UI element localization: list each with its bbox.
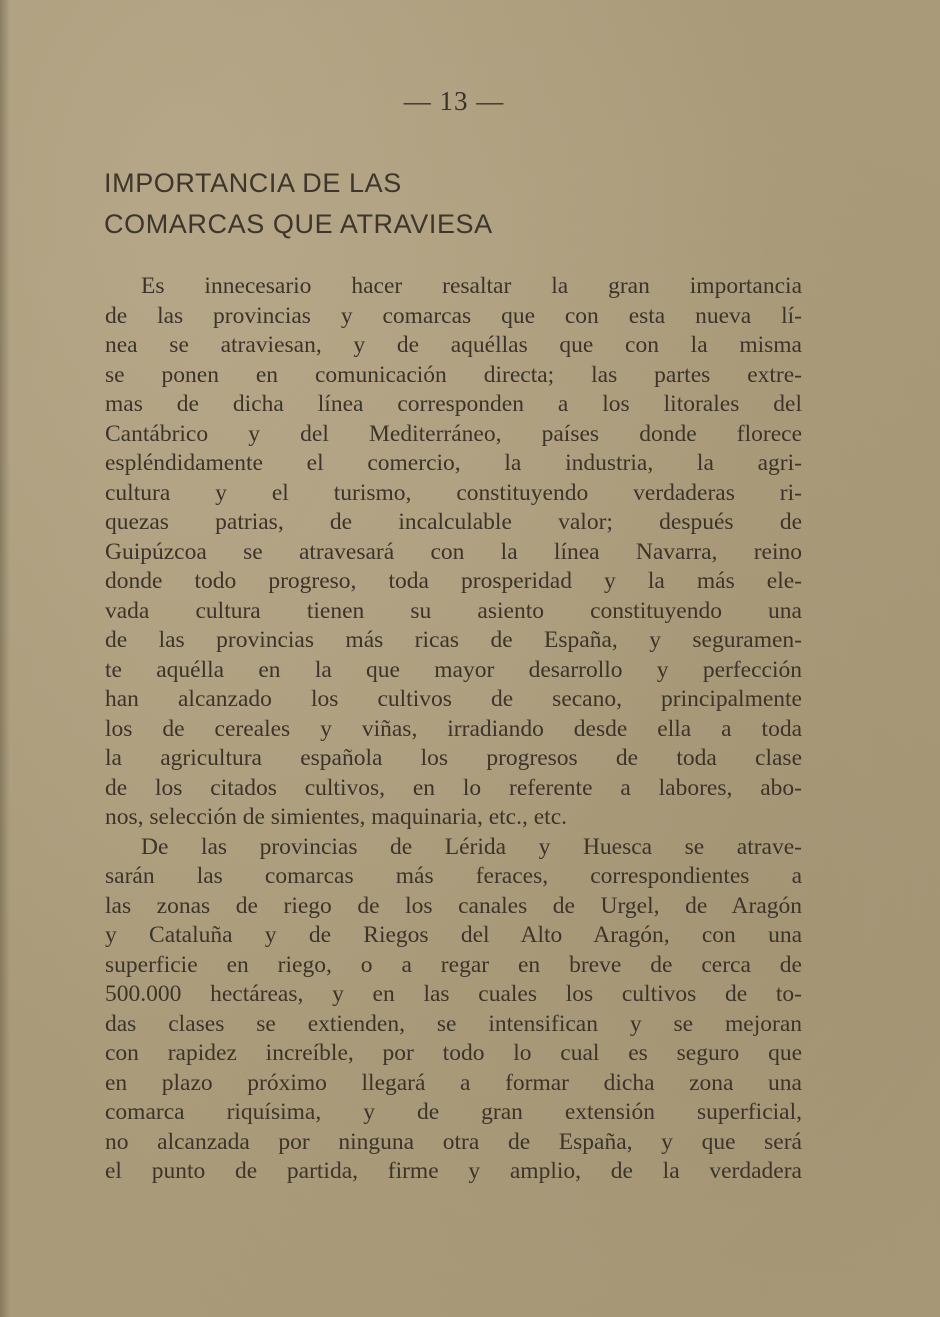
text-line: vada cultura tienen su asiento constituyendo una bbox=[105, 597, 802, 624]
text-line: Es innecesario hacer resaltar la gran importancia bbox=[141, 273, 802, 299]
section-heading bbox=[104, 163, 493, 245]
text-line: te aquélla en la que mayor desarrollo y perfección bbox=[105, 656, 802, 683]
text-line: Guipúzcoa se atravesará con la línea Navarra, reino bbox=[105, 538, 802, 565]
body-text bbox=[105, 272, 802, 1187]
text-line: los de cereales y viñas, irradiando desde ella a toda bbox=[105, 715, 802, 742]
text-line: de las provincias más ricas de España, y seguramen- bbox=[105, 627, 802, 653]
text-line: De las provincias de Lérida y Huesca se atrave- bbox=[141, 833, 802, 860]
text-line: superficie en riego, o a regar en breve de cerca de bbox=[105, 951, 802, 978]
text-line: quezas patrias, de incalculable valor; después de bbox=[105, 509, 802, 535]
text-line: nea se atraviesan, y de aquéllas que con la misma bbox=[105, 332, 802, 358]
text-line: de los citados cultivos, en lo referente a labores, abo- bbox=[105, 774, 802, 801]
text-line: la agricultura española los progresos de toda clase bbox=[105, 745, 802, 771]
text-line: las zonas de riego de los canales de Urgel, de Aragón bbox=[105, 892, 802, 919]
text-line: donde todo progreso, toda prosperidad y la más ele- bbox=[105, 568, 802, 594]
text-line: con rapidez increíble, por todo lo cual es seguro que bbox=[105, 1040, 802, 1066]
text-line: de las provincias y comarcas que con esta nueva lí- bbox=[105, 302, 802, 329]
page-number: — 13 — bbox=[403, 86, 505, 116]
text-line: en plazo próximo llegará a formar dicha zona una bbox=[105, 1069, 802, 1096]
text-line: han alcanzado los cultivos de secano, principalmente bbox=[105, 686, 802, 712]
heading-line: COMARCAS QUE ATRAVIESA bbox=[104, 209, 493, 239]
text-line: el punto de partida, firme y amplio, de la verdadera bbox=[105, 1158, 802, 1184]
text-line: no alcanzada por ninguna otra de España, y que será bbox=[105, 1128, 802, 1155]
heading-line: IMPORTANCIA DE LAS bbox=[104, 168, 402, 198]
text-line: mas de dicha línea corresponden a los litorales del bbox=[105, 391, 802, 417]
page-edge-shadow bbox=[0, 0, 10, 1317]
text-line: nos, selección de simientes, maquinaria, etc., etc. bbox=[105, 804, 568, 830]
text-line: espléndidamente el comercio, la industria, la agri- bbox=[105, 450, 802, 476]
text-line: y Cataluña y de Riegos del Alto Aragón, con una bbox=[105, 922, 802, 948]
text-line: das clases se extienden, se intensifican y se mejoran bbox=[105, 1010, 802, 1037]
text-line: 500.000 hectáreas, y en las cuales los cultivos de to- bbox=[105, 981, 802, 1007]
text-line: Cantábrico y del Mediterráneo, países donde florece bbox=[105, 420, 802, 447]
text-line: comarca riquísima, y de gran extensión superficial, bbox=[105, 1099, 802, 1125]
text-line: sarán las comarcas más feraces, correspondientes a bbox=[105, 863, 802, 889]
text-line: se ponen en comunicación directa; las partes extre- bbox=[105, 361, 802, 388]
text-line: cultura y el turismo, constituyendo verdaderas ri- bbox=[105, 479, 802, 506]
